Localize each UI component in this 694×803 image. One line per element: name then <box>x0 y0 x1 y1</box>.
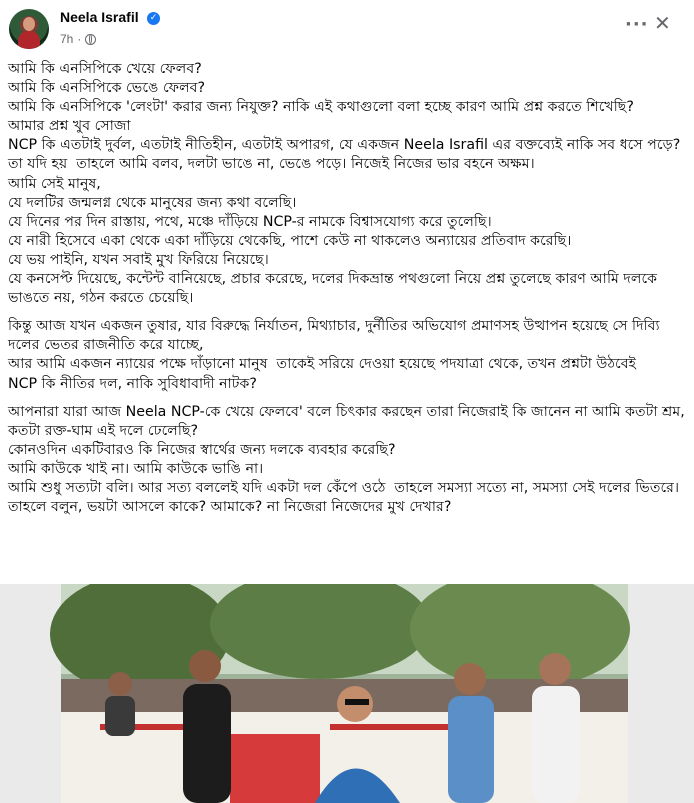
avatar-face <box>23 17 35 31</box>
person-far-right-head <box>539 653 571 685</box>
banner-red-block <box>230 734 320 803</box>
person-far-right-body <box>532 686 580 803</box>
post-time[interactable]: 7h <box>60 32 74 46</box>
meta-separator: · <box>77 32 82 46</box>
post-line: আমি কি এনসিপিকে ভেঙে ফেলব? <box>8 80 206 97</box>
post-line: যে দিনের পর দিন রাস্তায়, পথে, মঞ্চে দাঁড়িয়ে NCP-র নামকে বিশ্বাসযোগ্য করে তুলেছি। <box>8 213 492 230</box>
more-options-icon[interactable]: ··· <box>625 14 649 35</box>
avatar-body <box>18 31 40 49</box>
post-body <box>8 60 688 526</box>
post-line: কিন্তু আজ যখন একজন তুষার, যার বিরুদ্ধে নির্যাতন, মিথ্যাচার, দুর্নীতির অভিযোগ প্রমাণসহ উত্থাপন হয়েছে সে দিব্যি দলের ভেতর রাজনীতি করে যাচ্ছে, <box>8 318 665 354</box>
post-line: আমি কি এনসিপিকে 'লেংটা' করার জন্য নিযুক্ত? নাকি এই কথাগুলো বলা হচ্ছে কারণ আমি প্রশ্ন করতে শিখেছি? <box>8 99 634 116</box>
post-line: আপনারা যারা আজ Neela NCP-কে খেয়ে ফেলবে' বলে চিৎকার করছেন তারা নিজেরাই কি জানেন না আমি কতটা শ্রম, কতটা রক্ত-ঘাম এই দলে ঢেলেছি? <box>8 403 690 439</box>
person-far-left-head <box>108 672 132 696</box>
post-paragraph-3 <box>8 403 688 518</box>
post-paragraph-1 <box>8 60 688 308</box>
post-line: আমি কাউকে খাই না। আমি কাউকে ভাঙি না। <box>8 460 264 477</box>
globe-icon <box>85 34 96 45</box>
post-line: যে দলটির জন্মলগ্ন থেকে মানুষের জন্য কথা বলেছি। <box>8 194 297 211</box>
person-right-body <box>448 696 494 803</box>
photo-illustration <box>0 584 694 803</box>
person-far-left-body <box>105 696 135 736</box>
post-meta <box>60 32 96 46</box>
post-line: আর আমি একজন ন্যায়ের পক্ষে দাঁড়ানো মানুষ তাকেই সরিয়ে দেওয়া হয়েছে পদযাত্রা থেকে, তখন প্রশ্নটা উঠবেই <box>8 356 637 373</box>
post-line: যে কনসেপ্ট দিয়েছে, কন্টেন্ট বানিয়েছে, প্রচার করেছে, দলের দিকভ্রান্ত পথগুলো নিয়ে প্রশ্ন তুলেছে কারণ আমি দলকে ভাঙতে নয়, গঠন করতে চেয়েছি। <box>8 271 662 307</box>
post-line: আমার প্রশ্ন খুব সোজা <box>8 118 131 135</box>
post-header <box>0 0 694 56</box>
person-right-head <box>454 663 486 695</box>
person-left-body <box>183 684 231 803</box>
person-center-sunglasses <box>345 699 369 705</box>
post-line: NCP কি এতটাই দুর্বল, এতটাই নীতিহীন, এতটাই অপারগ, যে একজন Neela Israfil এর বক্তব্যেই নাকি সব ধসে পড়ে? তা যদি হয় তাহলে আমি বলব, দলটা ভাঙে না, ভেঙে পড়ে। নিজেই নিজের ভার বহনে অক্ষম। <box>8 137 685 173</box>
post-line: যে ভয় পাইনি, যখন সবাই মুখ ফিরিয়ে নিয়েছে। <box>8 251 269 268</box>
close-icon[interactable]: ✕ <box>654 11 671 35</box>
post-line: NCP কি নীতির দল, নাকি সুবিধাবাদী নাটক? <box>8 375 257 392</box>
verified-badge-icon: ✓ <box>147 12 160 25</box>
post-line: আমি সেই মানুষ, <box>8 175 101 192</box>
author-avatar[interactable] <box>9 9 49 49</box>
post-paragraph-2 <box>8 317 688 393</box>
post-line: কোনওদিন একটিবারও কি নিজের স্বার্থের জন্য দলকে ব্যবহার করেছি? <box>8 441 396 458</box>
post-line: আমি শুধু সত্যটা বলি। আর সত্য বললেই যদি একটা দল কেঁপে ওঠে তাহলে সমস্যা সত্যে না, সমস্যা সেই দলের ভিতরে।তাহলে বলুন, ভয়টা আসলে কাকে? আমাকে? না নিজেরা নিজেদের মুখ দেখার? <box>8 479 680 516</box>
person-left-head <box>189 650 221 682</box>
post-line: যে নারী হিসেবে একা থেকে একা দাঁড়িয়ে থেকেছি, পাশে কেউ না থাকলেও অন্যায়ের প্রতিবাদ করেছি। <box>8 232 572 249</box>
post-line: আমি কি এনসিপিকে খেয়ে ফেলব? <box>8 61 202 77</box>
post-photo[interactable] <box>0 584 694 803</box>
author-name[interactable]: Neela Israfil <box>60 9 139 25</box>
